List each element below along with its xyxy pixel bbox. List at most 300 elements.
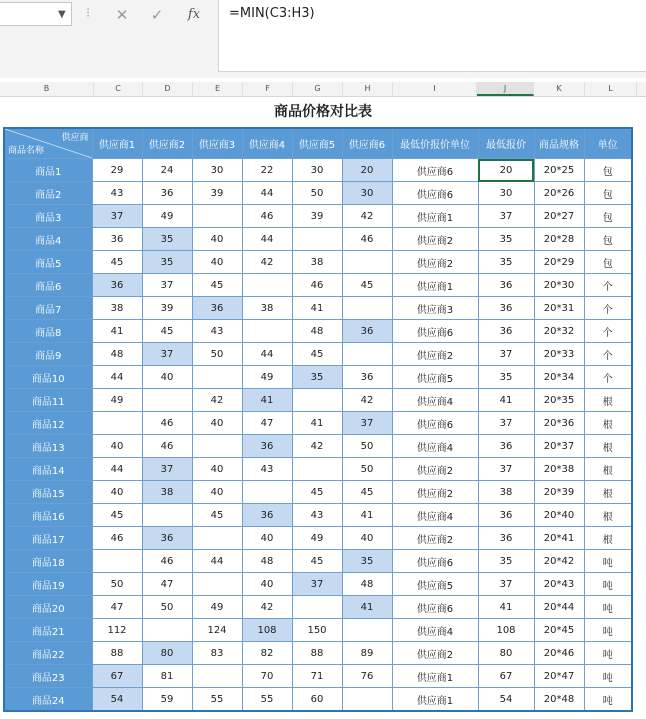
price-cell[interactable]: 70 <box>242 665 292 688</box>
diagonal-header-cell[interactable] <box>4 128 92 159</box>
lowest-price-cell[interactable]: 67 <box>478 665 534 688</box>
price-cell[interactable]: 42 <box>292 435 342 458</box>
price-cell[interactable]: 76 <box>342 665 392 688</box>
spec-cell[interactable]: 20*33 <box>534 343 584 366</box>
price-cell[interactable] <box>242 481 292 504</box>
price-cell[interactable]: 112 <box>92 619 142 642</box>
price-cell[interactable] <box>342 297 392 320</box>
unit-cell[interactable]: 个 <box>584 320 632 343</box>
spec-cell[interactable]: 20*43 <box>534 573 584 596</box>
product-name-cell[interactable]: 商品19 <box>4 573 92 596</box>
lowest-price-cell[interactable]: 35 <box>478 228 534 251</box>
price-cell[interactable] <box>142 504 192 527</box>
product-name-cell[interactable]: 商品14 <box>4 458 92 481</box>
header-cell[interactable]: 最低价报价单位 <box>392 128 478 159</box>
price-cell[interactable]: 44 <box>92 366 142 389</box>
spec-cell[interactable]: 20*38 <box>534 458 584 481</box>
unit-cell[interactable]: 吨 <box>584 665 632 688</box>
table-row <box>4 665 632 688</box>
price-cell[interactable]: 42 <box>242 596 292 619</box>
spec-cell[interactable]: 20*28 <box>534 228 584 251</box>
price-cell[interactable] <box>292 458 342 481</box>
price-cell[interactable]: 45 <box>92 504 142 527</box>
spec-cell[interactable]: 20*34 <box>534 366 584 389</box>
price-cell[interactable]: 36 <box>342 366 392 389</box>
lowest-price-cell[interactable]: 41 <box>478 389 534 412</box>
price-cell[interactable]: 38 <box>292 251 342 274</box>
price-cell[interactable]: 38 <box>242 297 292 320</box>
price-cell[interactable]: 46 <box>142 435 192 458</box>
unit-cell[interactable]: 包 <box>584 251 632 274</box>
lowest-price-cell[interactable]: 80 <box>478 642 534 665</box>
product-name-cell[interactable]: 商品1 <box>4 159 92 182</box>
column-header-e[interactable]: E <box>193 82 243 96</box>
lowest-supplier-cell[interactable]: 供应商1 <box>392 205 478 228</box>
unit-cell[interactable]: 根 <box>584 481 632 504</box>
price-cell[interactable]: 46 <box>142 412 192 435</box>
price-cell[interactable]: 41 <box>242 389 292 412</box>
lowest-price-cell[interactable]: 37 <box>478 573 534 596</box>
spec-cell[interactable]: 20*32 <box>534 320 584 343</box>
price-cell[interactable]: 29 <box>92 159 142 182</box>
lowest-price-cell[interactable]: 38 <box>478 481 534 504</box>
price-cell[interactable]: 44 <box>92 458 142 481</box>
corner-bottom-label: 商品名称 <box>8 146 45 156</box>
spec-cell[interactable]: 20*29 <box>534 251 584 274</box>
price-cell[interactable]: 36 <box>92 274 142 297</box>
column-header-l[interactable]: L <box>585 82 637 96</box>
price-cell[interactable] <box>292 596 342 619</box>
unit-cell[interactable]: 根 <box>584 458 632 481</box>
lowest-supplier-cell[interactable]: 供应商4 <box>392 389 478 412</box>
product-name-cell[interactable]: 商品10 <box>4 366 92 389</box>
price-cell[interactable]: 46 <box>342 228 392 251</box>
product-name-cell[interactable]: 商品5 <box>4 251 92 274</box>
price-cell[interactable]: 48 <box>292 320 342 343</box>
unit-cell[interactable]: 吨 <box>584 596 632 619</box>
unit-cell[interactable]: 个 <box>584 274 632 297</box>
price-cell[interactable]: 42 <box>342 389 392 412</box>
header-cell[interactable]: 供应商3 <box>192 128 242 159</box>
header-cell[interactable]: 供应商2 <box>142 128 192 159</box>
price-cell[interactable] <box>242 320 292 343</box>
price-cell[interactable]: 41 <box>342 596 392 619</box>
lowest-price-cell[interactable]: 37 <box>478 343 534 366</box>
header-cell[interactable]: 供应商1 <box>92 128 142 159</box>
spec-cell[interactable]: 20*47 <box>534 665 584 688</box>
price-cell[interactable]: 40 <box>242 573 292 596</box>
unit-cell[interactable]: 根 <box>584 412 632 435</box>
price-cell[interactable]: 36 <box>142 527 192 550</box>
lowest-supplier-cell[interactable]: 供应商1 <box>392 274 478 297</box>
price-cell[interactable]: 150 <box>292 619 342 642</box>
price-cell[interactable]: 48 <box>342 573 392 596</box>
lowest-price-cell[interactable]: 36 <box>478 527 534 550</box>
header-cell[interactable]: 供应商5 <box>292 128 342 159</box>
spec-cell[interactable]: 20*48 <box>534 688 584 712</box>
price-cell[interactable]: 45 <box>292 550 342 573</box>
price-cell[interactable]: 55 <box>192 688 242 712</box>
lowest-supplier-cell[interactable]: 供应商2 <box>392 458 478 481</box>
column-header-c[interactable]: C <box>94 82 143 96</box>
price-cell[interactable]: 44 <box>242 343 292 366</box>
header-cell[interactable]: 供应商6 <box>342 128 392 159</box>
price-cell[interactable] <box>192 205 242 228</box>
price-cell[interactable] <box>342 251 392 274</box>
price-cell[interactable]: 41 <box>92 320 142 343</box>
header-cell[interactable]: 单位 <box>584 128 632 159</box>
price-cell[interactable]: 36 <box>92 228 142 251</box>
price-cell[interactable]: 46 <box>142 550 192 573</box>
price-cell[interactable]: 37 <box>142 458 192 481</box>
price-cell[interactable]: 35 <box>142 228 192 251</box>
price-cell[interactable]: 81 <box>142 665 192 688</box>
price-cell[interactable]: 46 <box>92 527 142 550</box>
spec-cell[interactable]: 20*42 <box>534 550 584 573</box>
price-cell[interactable]: 43 <box>92 182 142 205</box>
table-row <box>4 343 632 366</box>
spec-cell[interactable]: 20*45 <box>534 619 584 642</box>
price-cell[interactable]: 43 <box>242 458 292 481</box>
price-cell[interactable] <box>342 343 392 366</box>
enter-icon[interactable]: ✓ <box>150 6 164 24</box>
price-cell[interactable]: 44 <box>242 228 292 251</box>
price-cell[interactable]: 45 <box>342 274 392 297</box>
price-cell[interactable]: 20 <box>342 159 392 182</box>
lowest-supplier-cell[interactable]: 供应商2 <box>392 527 478 550</box>
price-cell[interactable]: 45 <box>192 274 242 297</box>
lowest-supplier-cell[interactable]: 供应商3 <box>392 297 478 320</box>
price-cell[interactable]: 45 <box>292 481 342 504</box>
price-cell[interactable]: 46 <box>292 274 342 297</box>
price-cell[interactable]: 37 <box>142 274 192 297</box>
unit-cell[interactable]: 个 <box>584 297 632 320</box>
price-cell[interactable]: 43 <box>292 504 342 527</box>
price-cell[interactable]: 88 <box>92 642 142 665</box>
price-cell[interactable]: 40 <box>142 366 192 389</box>
price-cell[interactable]: 36 <box>342 320 392 343</box>
price-cell[interactable] <box>192 527 242 550</box>
product-name-cell[interactable]: 商品15 <box>4 481 92 504</box>
column-header-h[interactable]: H <box>343 82 393 96</box>
price-cell[interactable]: 36 <box>142 182 192 205</box>
product-name-cell[interactable]: 商品16 <box>4 504 92 527</box>
unit-cell[interactable]: 根 <box>584 527 632 550</box>
price-cell[interactable]: 35 <box>292 366 342 389</box>
spec-cell[interactable]: 20*40 <box>534 504 584 527</box>
product-name-cell[interactable]: 商品24 <box>4 688 92 712</box>
price-cell[interactable]: 71 <box>292 665 342 688</box>
price-cell[interactable]: 45 <box>292 343 342 366</box>
price-cell[interactable]: 47 <box>92 596 142 619</box>
lowest-price-cell[interactable]: 36 <box>478 320 534 343</box>
product-name-cell[interactable]: 商品20 <box>4 596 92 619</box>
price-cell[interactable] <box>192 366 242 389</box>
lowest-price-cell[interactable]: 36 <box>478 504 534 527</box>
price-cell[interactable]: 37 <box>92 205 142 228</box>
chevron-down-icon[interactable]: ▼ <box>58 9 66 20</box>
spec-cell[interactable]: 20*41 <box>534 527 584 550</box>
unit-cell[interactable]: 个 <box>584 343 632 366</box>
spec-cell[interactable]: 20*37 <box>534 435 584 458</box>
price-cell[interactable]: 39 <box>192 182 242 205</box>
price-cell[interactable] <box>92 412 142 435</box>
price-cell[interactable]: 44 <box>242 182 292 205</box>
spec-cell[interactable]: 20*26 <box>534 182 584 205</box>
lowest-supplier-cell[interactable]: 供应商4 <box>392 504 478 527</box>
lowest-price-cell[interactable]: 30 <box>478 182 534 205</box>
price-cell[interactable]: 50 <box>142 596 192 619</box>
lowest-supplier-cell[interactable]: 供应商6 <box>392 412 478 435</box>
price-cell[interactable]: 59 <box>142 688 192 712</box>
unit-cell[interactable]: 包 <box>584 205 632 228</box>
header-cell[interactable]: 供应商4 <box>242 128 292 159</box>
price-cell[interactable]: 37 <box>142 343 192 366</box>
price-cell[interactable]: 50 <box>92 573 142 596</box>
cancel-icon[interactable]: ✕ <box>115 6 129 24</box>
lowest-supplier-cell[interactable]: 供应商5 <box>392 573 478 596</box>
price-cell[interactable]: 40 <box>342 527 392 550</box>
product-name-cell[interactable]: 商品2 <box>4 182 92 205</box>
price-cell[interactable]: 40 <box>192 228 242 251</box>
price-cell[interactable]: 40 <box>192 412 242 435</box>
header-cell[interactable]: 商品规格 <box>534 128 584 159</box>
spec-cell[interactable]: 20*44 <box>534 596 584 619</box>
table-row <box>4 159 632 182</box>
product-name-cell[interactable]: 商品22 <box>4 642 92 665</box>
price-cell[interactable]: 40 <box>92 435 142 458</box>
lowest-price-cell[interactable]: 35 <box>478 366 534 389</box>
price-cell[interactable]: 50 <box>192 343 242 366</box>
price-cell[interactable]: 39 <box>142 297 192 320</box>
unit-cell[interactable]: 吨 <box>584 688 632 712</box>
price-cell[interactable]: 49 <box>292 527 342 550</box>
price-cell[interactable]: 50 <box>292 182 342 205</box>
unit-cell[interactable]: 吨 <box>584 573 632 596</box>
price-cell[interactable] <box>192 435 242 458</box>
insert-function-icon[interactable]: fx <box>187 7 201 22</box>
product-name-cell[interactable]: 商品6 <box>4 274 92 297</box>
price-cell[interactable]: 40 <box>92 481 142 504</box>
lowest-supplier-cell[interactable]: 供应商1 <box>392 688 478 712</box>
name-box[interactable] <box>0 2 72 26</box>
lowest-price-cell[interactable]: 20 <box>478 159 534 182</box>
price-cell[interactable] <box>292 228 342 251</box>
price-cell[interactable]: 55 <box>242 688 292 712</box>
price-cell[interactable]: 49 <box>242 366 292 389</box>
spec-cell[interactable]: 20*46 <box>534 642 584 665</box>
column-header-j[interactable]: J <box>477 82 534 96</box>
price-cell[interactable]: 36 <box>242 504 292 527</box>
price-cell[interactable]: 22 <box>242 159 292 182</box>
price-cell[interactable]: 40 <box>192 251 242 274</box>
price-cell[interactable]: 83 <box>192 642 242 665</box>
table-row <box>4 182 632 205</box>
price-cell[interactable]: 39 <box>292 205 342 228</box>
price-cell[interactable] <box>142 619 192 642</box>
column-header-k[interactable]: K <box>534 82 585 96</box>
price-cell[interactable]: 40 <box>242 527 292 550</box>
lowest-price-cell[interactable]: 35 <box>478 550 534 573</box>
price-cell[interactable]: 30 <box>292 159 342 182</box>
price-cell[interactable]: 47 <box>142 573 192 596</box>
product-name-cell[interactable]: 商品3 <box>4 205 92 228</box>
formula-input[interactable] <box>218 0 646 72</box>
price-cell[interactable]: 30 <box>342 182 392 205</box>
lowest-supplier-cell[interactable]: 供应商2 <box>392 642 478 665</box>
price-cell[interactable] <box>192 665 242 688</box>
product-name-cell[interactable]: 商品13 <box>4 435 92 458</box>
price-cell[interactable] <box>92 550 142 573</box>
product-name-cell[interactable]: 商品11 <box>4 389 92 412</box>
price-cell[interactable]: 35 <box>342 550 392 573</box>
column-header-g[interactable]: G <box>293 82 343 96</box>
unit-cell[interactable]: 包 <box>584 159 632 182</box>
price-cell[interactable]: 49 <box>192 596 242 619</box>
lowest-supplier-cell[interactable]: 供应商2 <box>392 343 478 366</box>
price-cell[interactable]: 45 <box>92 251 142 274</box>
unit-cell[interactable]: 根 <box>584 389 632 412</box>
lowest-price-cell[interactable]: 37 <box>478 412 534 435</box>
price-cell[interactable]: 46 <box>242 205 292 228</box>
lowest-price-cell[interactable]: 54 <box>478 688 534 712</box>
lowest-supplier-cell[interactable]: 供应商6 <box>392 159 478 182</box>
lowest-supplier-cell[interactable]: 供应商5 <box>392 366 478 389</box>
lowest-supplier-cell[interactable]: 供应商4 <box>392 619 478 642</box>
price-cell[interactable]: 41 <box>292 412 342 435</box>
price-cell[interactable]: 49 <box>142 205 192 228</box>
unit-cell[interactable]: 个 <box>584 366 632 389</box>
price-cell[interactable] <box>242 274 292 297</box>
lowest-supplier-cell[interactable]: 供应商1 <box>392 665 478 688</box>
lowest-supplier-cell[interactable]: 供应商6 <box>392 320 478 343</box>
price-cell[interactable]: 37 <box>342 412 392 435</box>
price-cell[interactable]: 36 <box>192 297 242 320</box>
spec-cell[interactable]: 20*25 <box>534 159 584 182</box>
price-cell[interactable]: 42 <box>242 251 292 274</box>
price-cell[interactable] <box>342 688 392 712</box>
spec-cell[interactable]: 20*36 <box>534 412 584 435</box>
price-cell[interactable]: 88 <box>292 642 342 665</box>
price-cell[interactable]: 67 <box>92 665 142 688</box>
lowest-supplier-cell[interactable]: 供应商6 <box>392 596 478 619</box>
spec-cell[interactable]: 20*27 <box>534 205 584 228</box>
lowest-price-cell[interactable]: 37 <box>478 205 534 228</box>
price-cell[interactable]: 50 <box>342 435 392 458</box>
spec-cell[interactable]: 20*30 <box>534 274 584 297</box>
spec-cell[interactable]: 20*35 <box>534 389 584 412</box>
spec-cell[interactable]: 20*31 <box>534 297 584 320</box>
lowest-supplier-cell[interactable]: 供应商2 <box>392 251 478 274</box>
unit-cell[interactable]: 吨 <box>584 550 632 573</box>
price-cell[interactable]: 60 <box>292 688 342 712</box>
column-header-d[interactable]: D <box>143 82 193 96</box>
lowest-price-cell[interactable]: 37 <box>478 458 534 481</box>
unit-cell[interactable]: 根 <box>584 504 632 527</box>
price-cell[interactable]: 47 <box>242 412 292 435</box>
unit-cell[interactable]: 包 <box>584 182 632 205</box>
table-row <box>4 412 632 435</box>
formula-text: =MIN(C3:H3) <box>229 6 315 21</box>
lowest-price-cell[interactable]: 36 <box>478 297 534 320</box>
price-cell[interactable]: 45 <box>192 504 242 527</box>
price-cell[interactable]: 49 <box>92 389 142 412</box>
price-cell[interactable]: 42 <box>342 205 392 228</box>
price-cell[interactable]: 44 <box>192 550 242 573</box>
unit-cell[interactable]: 根 <box>584 435 632 458</box>
price-cell[interactable]: 43 <box>192 320 242 343</box>
header-cell[interactable]: 最低报价 <box>478 128 534 159</box>
product-name-cell[interactable]: 商品4 <box>4 228 92 251</box>
price-cell[interactable]: 45 <box>142 320 192 343</box>
product-name-cell[interactable]: 商品23 <box>4 665 92 688</box>
price-cell[interactable]: 80 <box>142 642 192 665</box>
lowest-supplier-cell[interactable]: 供应商6 <box>392 550 478 573</box>
price-cell[interactable]: 37 <box>292 573 342 596</box>
product-name-cell[interactable]: 商品12 <box>4 412 92 435</box>
price-cell[interactable]: 40 <box>192 458 242 481</box>
price-cell[interactable]: 108 <box>242 619 292 642</box>
table-row <box>4 550 632 573</box>
price-cell[interactable]: 48 <box>92 343 142 366</box>
lowest-supplier-cell[interactable]: 供应商2 <box>392 481 478 504</box>
price-cell[interactable]: 48 <box>242 550 292 573</box>
price-cell[interactable]: 54 <box>92 688 142 712</box>
price-cell[interactable]: 41 <box>292 297 342 320</box>
product-name-cell[interactable]: 商品18 <box>4 550 92 573</box>
price-cell[interactable]: 124 <box>192 619 242 642</box>
lowest-supplier-cell[interactable]: 供应商6 <box>392 182 478 205</box>
column-header-i[interactable]: I <box>393 82 477 96</box>
product-name-cell[interactable]: 商品9 <box>4 343 92 366</box>
lowest-price-cell[interactable]: 108 <box>478 619 534 642</box>
lowest-price-cell[interactable]: 35 <box>478 251 534 274</box>
product-name-cell[interactable]: 商品8 <box>4 320 92 343</box>
column-header-f[interactable]: F <box>243 82 293 96</box>
price-cell[interactable]: 38 <box>142 481 192 504</box>
price-cell[interactable]: 42 <box>192 389 242 412</box>
unit-cell[interactable]: 吨 <box>584 642 632 665</box>
price-cell[interactable]: 24 <box>142 159 192 182</box>
price-cell[interactable]: 45 <box>342 481 392 504</box>
price-cell[interactable]: 41 <box>342 504 392 527</box>
price-cell[interactable]: 38 <box>92 297 142 320</box>
lowest-price-cell[interactable]: 36 <box>478 435 534 458</box>
price-cell[interactable]: 30 <box>192 159 242 182</box>
price-cell[interactable]: 36 <box>242 435 292 458</box>
price-cell[interactable] <box>142 389 192 412</box>
price-cell[interactable] <box>292 389 342 412</box>
unit-cell[interactable]: 包 <box>584 228 632 251</box>
price-cell[interactable]: 50 <box>342 458 392 481</box>
spec-cell[interactable]: 20*39 <box>534 481 584 504</box>
lowest-supplier-cell[interactable]: 供应商2 <box>392 228 478 251</box>
lowest-supplier-cell[interactable]: 供应商4 <box>392 435 478 458</box>
price-cell[interactable]: 82 <box>242 642 292 665</box>
product-name-cell[interactable]: 商品17 <box>4 527 92 550</box>
price-cell[interactable] <box>342 619 392 642</box>
price-cell[interactable]: 35 <box>142 251 192 274</box>
product-name-cell[interactable]: 商品21 <box>4 619 92 642</box>
unit-cell[interactable]: 吨 <box>584 619 632 642</box>
product-name-cell[interactable]: 商品7 <box>4 297 92 320</box>
column-header-b[interactable]: B <box>0 82 94 96</box>
price-cell[interactable] <box>192 573 242 596</box>
lowest-price-cell[interactable]: 36 <box>478 274 534 297</box>
price-cell[interactable]: 40 <box>192 481 242 504</box>
price-cell[interactable]: 89 <box>342 642 392 665</box>
lowest-price-cell[interactable]: 41 <box>478 596 534 619</box>
